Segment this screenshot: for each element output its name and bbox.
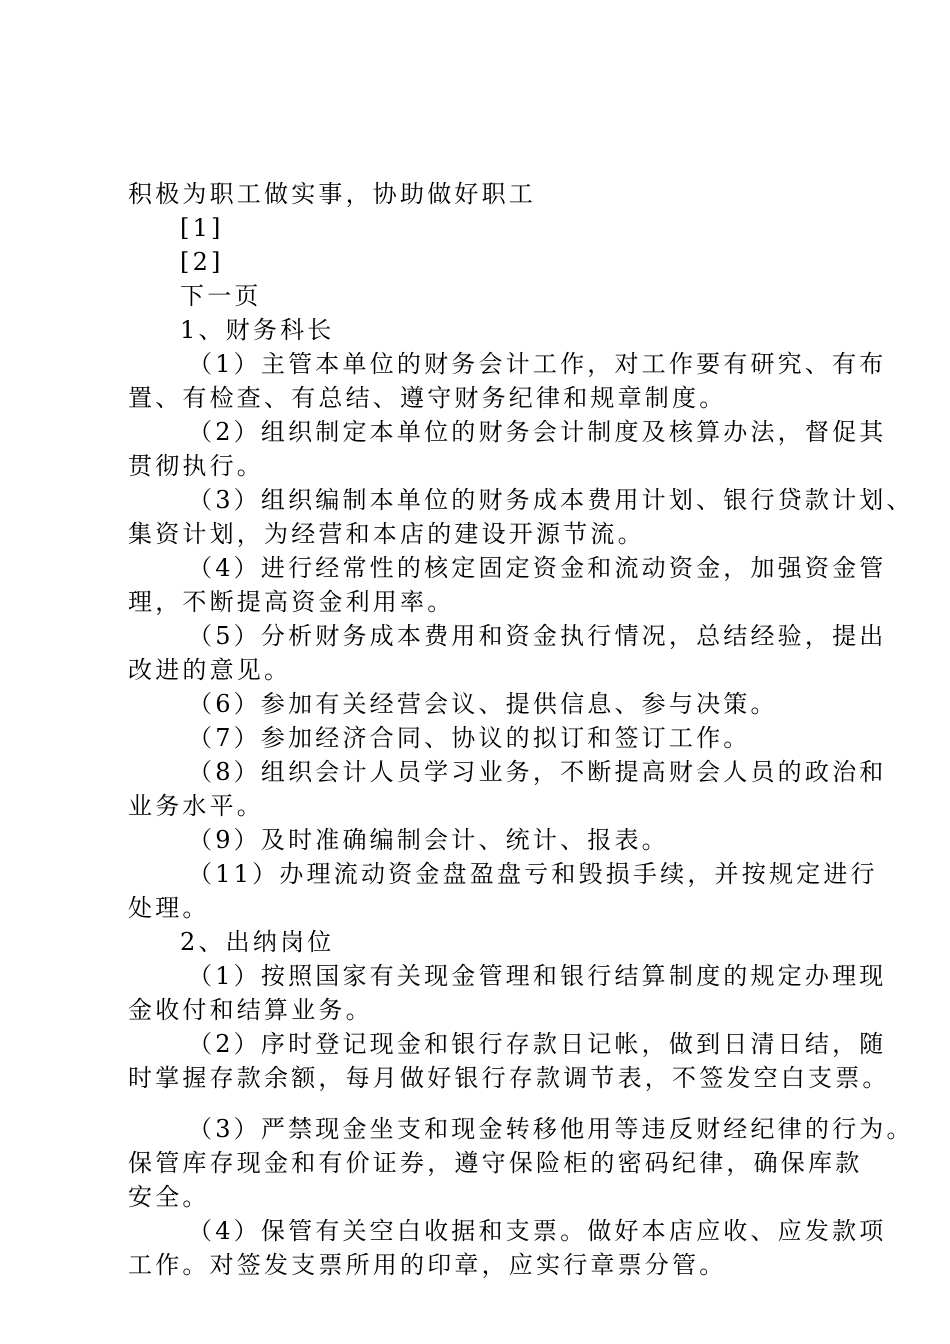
text-line: 改进的意见。	[128, 656, 292, 684]
text-line: 理，不断提高资金利用率。	[128, 588, 455, 616]
text-line: （5）分析财务成本费用和资金执行情况，总结经验，提出	[188, 622, 887, 650]
section-heading: 2、出纳岗位	[180, 928, 335, 956]
section-heading: 1、财务科长	[180, 316, 335, 344]
text-line: 贯彻执行。	[128, 452, 264, 480]
text-line: （1）按照国家有关现金管理和银行结算制度的规定办理现	[188, 962, 887, 990]
page-link-2[interactable]: [2]	[180, 248, 224, 276]
text-line: （3）严禁现金坐支和现金转移他用等违反财经纪律的行为。	[188, 1115, 914, 1143]
text-line: （1）主管本单位的财务会计工作，对工作要有研究、有布	[188, 350, 887, 378]
text-line: 工作。对签发支票所用的印章，应实行章票分管。	[128, 1251, 727, 1279]
text-line: （11）办理流动资金盘盈盘亏和毁损手续，并按规定进行	[188, 860, 878, 888]
text-line: （3）组织编制本单位的财务成本费用计划、银行贷款计划、	[188, 486, 914, 514]
text-line: 处理。	[128, 894, 210, 922]
text-line: 置、有检查、有总结、遵守财务纪律和规章制度。	[128, 384, 727, 412]
text-line: （7）参加经济合同、协议的拟订和签订工作。	[188, 724, 751, 752]
text-line: 业务水平。	[128, 792, 264, 820]
text-line: （4）进行经常性的核定固定资金和流动资金，加强资金管	[188, 554, 887, 582]
text-line: （9）及时准确编制会计、统计、报表。	[188, 826, 669, 854]
page-link-1[interactable]: [1]	[180, 214, 224, 242]
next-page-link[interactable]: 下一页	[180, 282, 262, 310]
text-line: 集资计划，为经营和本店的建设开源节流。	[128, 520, 645, 548]
text-line: 积极为职工做实事，协助做好职工	[128, 180, 536, 208]
text-line: 时掌握存款余额，每月做好银行存款调节表，不签发空白支票。	[128, 1064, 890, 1092]
text-line: （2）序时登记现金和银行存款日记帐，做到日清日结，随	[188, 1030, 887, 1058]
text-line: （4）保管有关空白收据和支票。做好本店应收、应发款项	[188, 1217, 887, 1245]
text-line: （6）参加有关经营会议、提供信息、参与决策。	[188, 690, 778, 718]
text-line: 保管库存现金和有价证券，遵守保险柜的密码纪律，确保库款	[128, 1149, 863, 1177]
text-line: （8）组织会计人员学习业务，不断提高财会人员的政治和	[188, 758, 887, 786]
text-line: （2）组织制定本单位的财务会计制度及核算办法，督促其	[188, 418, 887, 446]
text-line: 金收付和结算业务。	[128, 996, 373, 1024]
text-line: 安全。	[128, 1183, 210, 1211]
